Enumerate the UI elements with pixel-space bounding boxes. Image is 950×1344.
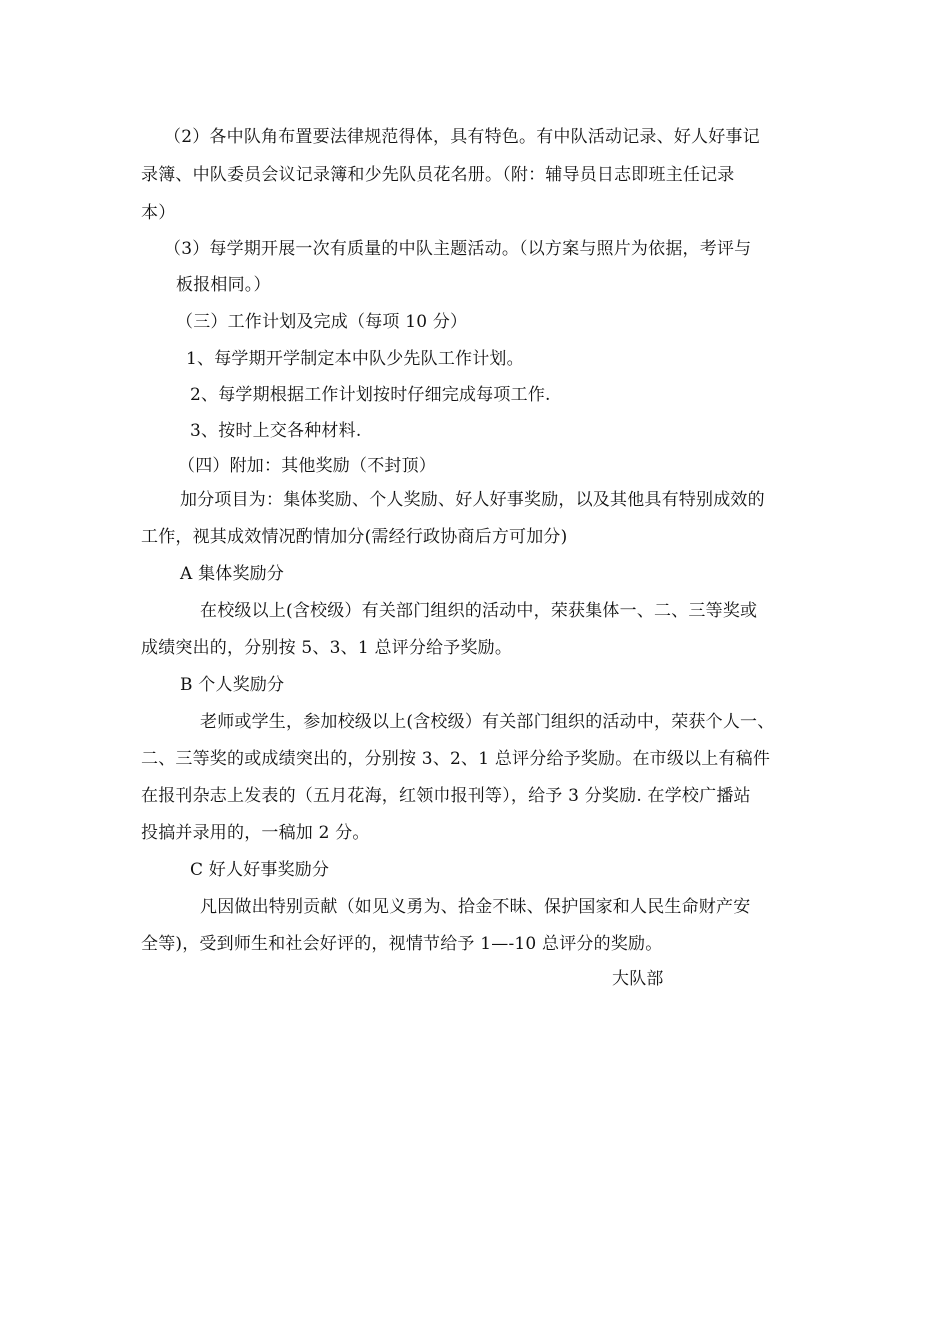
good-deeds-reward-heading: C 好人好事奖励分 — [190, 860, 330, 880]
bonus-paragraph-line-2: 工作，视其成效情况酌情加分(需经行政协商后方可加分) — [141, 527, 568, 547]
paragraph-3-line-2: 板报相同。） — [176, 275, 271, 295]
personal-reward-line-2: 二、三等奖的或成绩突出的，分别按 3、2、1 总评分给予奖励。在市级以上有稿件 — [141, 749, 771, 769]
bonus-paragraph-line-1: 加分项目为：集体奖励、个人奖励、好人好事奖励，以及其他具有特别成效的 — [180, 490, 765, 510]
section-3-heading: （三）工作计划及完成（每项 10 分） — [176, 312, 468, 332]
collective-reward-heading: A 集体奖励分 — [180, 564, 285, 584]
paragraph-2-line-1: （2）各中队角布置要法律规范得体，具有特色。有中队活动记录、好人好事记 — [164, 127, 760, 147]
personal-reward-line-1: 老师或学生，参加校级以上(含校级）有关部门组织的活动中，荣获个人一、 — [200, 712, 775, 732]
section-3-item-3: 3、按时上交各种材料. — [190, 421, 362, 441]
personal-reward-line-3: 在报刊杂志上发表的（五月花海，红领巾报刊等），给予 3 分奖励. 在学校广播站 — [141, 786, 751, 806]
personal-reward-line-4: 投搞并录用的，一稿加 2 分。 — [141, 823, 370, 843]
section-3-item-1: 1、每学期开学制定本中队少先队工作计划。 — [186, 349, 524, 369]
signature: 大队部 — [612, 969, 664, 989]
paragraph-3-line-1: （3）每学期开展一次有质量的中队主题活动。（以方案与照片为依据，考评与 — [164, 239, 752, 259]
section-3-item-2: 2、每学期根据工作计划按时仔细完成每项工作. — [190, 385, 551, 405]
paragraph-2-line-2: 录簿、中队委员会议记录簿和少先队员花名册。（附：辅导员日志即班主任记录 — [141, 165, 735, 185]
good-deeds-reward-line-1: 凡因做出特别贡献（如见义勇为、拾金不昧、保护国家和人民生命财产安 — [200, 897, 751, 917]
paragraph-2-line-3: 本） — [141, 203, 176, 223]
collective-reward-line-2: 成绩突出的，分别按 5、3、1 总评分给予奖励。 — [141, 638, 513, 658]
section-4-heading: （四）附加：其他奖励（不封顶） — [178, 456, 436, 476]
good-deeds-reward-line-2: 全等)，受到师生和社会好评的，视情节给予 1—-10 总评分的奖励。 — [141, 934, 663, 954]
collective-reward-line-1: 在校级以上(含校级）有关部门组织的活动中，荣获集体一、二、三等奖或 — [200, 601, 758, 621]
personal-reward-heading: B 个人奖励分 — [180, 675, 285, 695]
